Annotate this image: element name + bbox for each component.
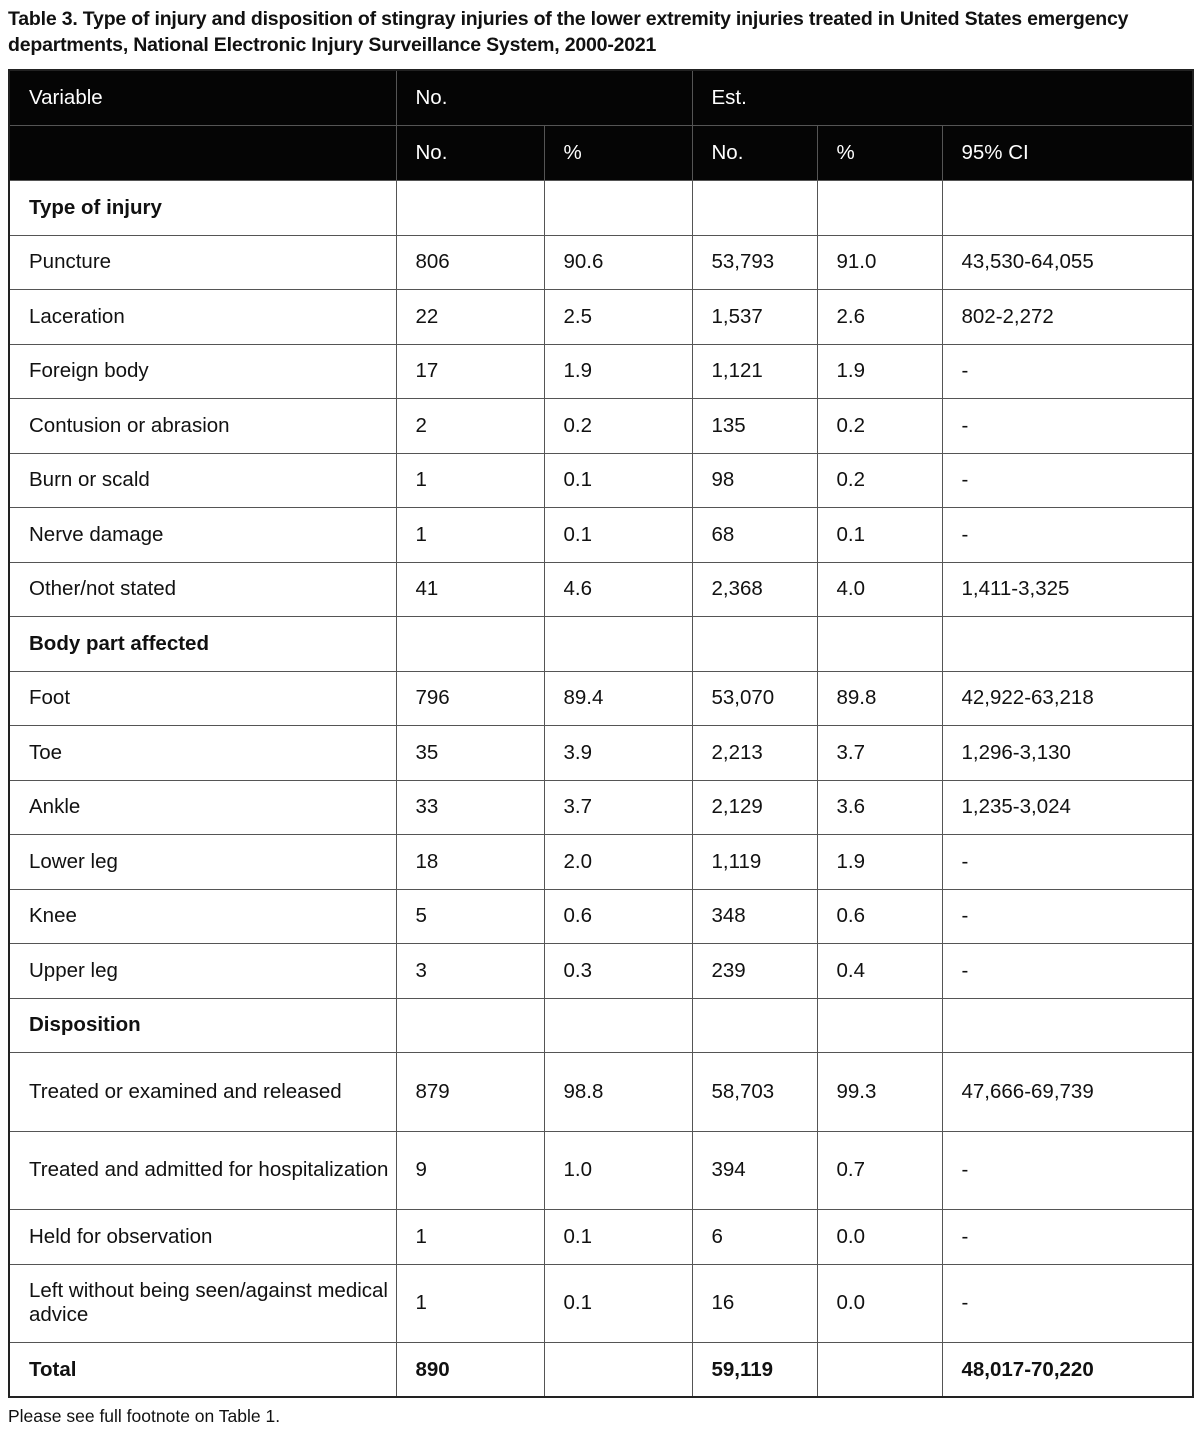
row-label: Ankle	[9, 780, 396, 835]
cell-ci: -	[942, 399, 1193, 454]
cell-ci: -	[942, 1264, 1193, 1343]
header-est-pct: %	[817, 126, 942, 181]
row-label: Held for observation	[9, 1210, 396, 1265]
table-body	[9, 181, 1193, 1398]
cell-pct: 4.6	[544, 562, 692, 617]
section-row	[9, 617, 1193, 672]
cell-pct: 0.1	[544, 1210, 692, 1265]
cell-no: 1	[396, 1210, 544, 1265]
table-row	[9, 835, 1193, 890]
cell-ci: 1,235-3,024	[942, 780, 1193, 835]
cell-est-no: 135	[692, 399, 817, 454]
header-no-group: No.	[396, 70, 692, 126]
cell-ci: -	[942, 835, 1193, 890]
row-label: Other/not stated	[9, 562, 396, 617]
cell-no: 35	[396, 726, 544, 781]
empty-cell	[544, 617, 692, 672]
cell-ci: -	[942, 889, 1193, 944]
cell-no: 1	[396, 453, 544, 508]
cell-pct: 2.0	[544, 835, 692, 890]
cell-est-no: 16	[692, 1264, 817, 1343]
cell-no: 1	[396, 508, 544, 563]
cell-ci: 1,296-3,130	[942, 726, 1193, 781]
header-variable-sub	[9, 126, 396, 181]
cell-ci: 47,666-69,739	[942, 1053, 1193, 1132]
table-row	[9, 290, 1193, 345]
cell-pct: 89.4	[544, 671, 692, 726]
cell-no: 1	[396, 1264, 544, 1343]
cell-est-pct: 0.7	[817, 1131, 942, 1210]
cell-ci: -	[942, 1210, 1193, 1265]
cell-pct: 2.5	[544, 290, 692, 345]
cell-est-pct: 3.7	[817, 726, 942, 781]
cell-est-no: 1,537	[692, 290, 817, 345]
total-row	[9, 1343, 1193, 1398]
cell-est-no: 6	[692, 1210, 817, 1265]
cell-est-pct: 0.0	[817, 1264, 942, 1343]
table-row	[9, 1131, 1193, 1210]
total-pct	[544, 1343, 692, 1398]
cell-no: 796	[396, 671, 544, 726]
cell-est-pct: 0.2	[817, 453, 942, 508]
cell-est-no: 53,793	[692, 235, 817, 290]
table-row	[9, 1210, 1193, 1265]
row-label: Treated and admitted for hospitalization	[9, 1131, 396, 1210]
table-row	[9, 1053, 1193, 1132]
cell-est-no: 348	[692, 889, 817, 944]
cell-est-no: 239	[692, 944, 817, 999]
table-row	[9, 344, 1193, 399]
header-est-no: No.	[692, 126, 817, 181]
cell-pct: 3.7	[544, 780, 692, 835]
empty-cell	[544, 181, 692, 236]
table-row	[9, 889, 1193, 944]
cell-pct: 0.6	[544, 889, 692, 944]
cell-ci: 1,411-3,325	[942, 562, 1193, 617]
cell-no: 5	[396, 889, 544, 944]
injury-table	[8, 69, 1194, 1398]
cell-est-pct: 0.4	[817, 944, 942, 999]
table-row	[9, 508, 1193, 563]
total-label: Total	[9, 1343, 396, 1398]
header-variable: Variable	[9, 70, 396, 126]
cell-no: 41	[396, 562, 544, 617]
footnote: Please see full footnote on Table 1.	[8, 1406, 281, 1426]
row-label: Knee	[9, 889, 396, 944]
cell-pct: 0.3	[544, 944, 692, 999]
cell-pct: 3.9	[544, 726, 692, 781]
empty-cell	[692, 181, 817, 236]
cell-est-no: 98	[692, 453, 817, 508]
cell-ci: 802-2,272	[942, 290, 1193, 345]
cell-est-pct: 0.1	[817, 508, 942, 563]
cell-pct: 0.1	[544, 1264, 692, 1343]
empty-cell	[692, 998, 817, 1053]
cell-est-pct: 3.6	[817, 780, 942, 835]
row-label: Laceration	[9, 290, 396, 345]
header-ci: 95% CI	[942, 126, 1193, 181]
cell-est-no: 53,070	[692, 671, 817, 726]
cell-ci: -	[942, 1131, 1193, 1210]
table-header	[9, 70, 1193, 181]
cell-est-no: 58,703	[692, 1053, 817, 1132]
table-row	[9, 399, 1193, 454]
cell-est-pct: 1.9	[817, 344, 942, 399]
empty-cell	[544, 998, 692, 1053]
cell-est-pct: 0.2	[817, 399, 942, 454]
row-label: Puncture	[9, 235, 396, 290]
cell-ci: -	[942, 508, 1193, 563]
cell-pct: 1.0	[544, 1131, 692, 1210]
cell-est-pct: 0.0	[817, 1210, 942, 1265]
cell-pct: 90.6	[544, 235, 692, 290]
cell-no: 33	[396, 780, 544, 835]
cell-est-pct: 99.3	[817, 1053, 942, 1132]
row-label: Nerve damage	[9, 508, 396, 563]
row-label: Lower leg	[9, 835, 396, 890]
empty-cell	[942, 617, 1193, 672]
empty-cell	[817, 181, 942, 236]
section-row	[9, 181, 1193, 236]
section-title: Disposition	[9, 998, 396, 1053]
cell-est-no: 1,121	[692, 344, 817, 399]
header-row-groups	[9, 70, 1193, 126]
table-caption: Table 3. Type of injury and disposition of stingray injuries of the lower extremity injuries treated in United States emergency departments, National Electronic Injury Surveillance System, 2000-2021	[8, 8, 1129, 56]
table-row	[9, 235, 1193, 290]
empty-cell	[396, 998, 544, 1053]
header-pct: %	[544, 126, 692, 181]
cell-est-no: 2,213	[692, 726, 817, 781]
empty-cell	[396, 617, 544, 672]
cell-ci: -	[942, 453, 1193, 508]
row-label: Foreign body	[9, 344, 396, 399]
row-label: Burn or scald	[9, 453, 396, 508]
row-label: Foot	[9, 671, 396, 726]
empty-cell	[817, 617, 942, 672]
cell-no: 22	[396, 290, 544, 345]
cell-no: 879	[396, 1053, 544, 1132]
empty-cell	[817, 998, 942, 1053]
table-row	[9, 726, 1193, 781]
row-label: Upper leg	[9, 944, 396, 999]
cell-est-no: 394	[692, 1131, 817, 1210]
cell-no: 17	[396, 344, 544, 399]
header-est-group: Est.	[692, 70, 1193, 126]
cell-est-no: 2,368	[692, 562, 817, 617]
cell-ci: -	[942, 344, 1193, 399]
cell-no: 3	[396, 944, 544, 999]
empty-cell	[942, 181, 1193, 236]
empty-cell	[396, 181, 544, 236]
section-title: Body part affected	[9, 617, 396, 672]
cell-est-pct: 2.6	[817, 290, 942, 345]
cell-ci: 43,530-64,055	[942, 235, 1193, 290]
cell-ci: -	[942, 944, 1193, 999]
table-row	[9, 671, 1193, 726]
cell-no: 806	[396, 235, 544, 290]
cell-est-no: 68	[692, 508, 817, 563]
empty-cell	[942, 998, 1193, 1053]
table-row	[9, 1264, 1193, 1343]
cell-no: 9	[396, 1131, 544, 1210]
cell-est-no: 1,119	[692, 835, 817, 890]
cell-no: 18	[396, 835, 544, 890]
section-title: Type of injury	[9, 181, 396, 236]
total-ci: 48,017-70,220	[942, 1343, 1193, 1398]
cell-est-no: 2,129	[692, 780, 817, 835]
cell-est-pct: 91.0	[817, 235, 942, 290]
cell-pct: 0.1	[544, 453, 692, 508]
cell-pct: 98.8	[544, 1053, 692, 1132]
cell-pct: 1.9	[544, 344, 692, 399]
table-row	[9, 780, 1193, 835]
row-label: Treated or examined and released	[9, 1053, 396, 1132]
row-label: Left without being seen/against medical advice	[9, 1264, 396, 1343]
row-label: Contusion or abrasion	[9, 399, 396, 454]
table-row	[9, 944, 1193, 999]
cell-no: 2	[396, 399, 544, 454]
table-row	[9, 562, 1193, 617]
total-est-no: 59,119	[692, 1343, 817, 1398]
cell-ci: 42,922-63,218	[942, 671, 1193, 726]
empty-cell	[692, 617, 817, 672]
header-row-columns	[9, 126, 1193, 181]
header-no: No.	[396, 126, 544, 181]
table-row	[9, 453, 1193, 508]
cell-est-pct: 0.6	[817, 889, 942, 944]
total-est-pct	[817, 1343, 942, 1398]
cell-est-pct: 1.9	[817, 835, 942, 890]
cell-est-pct: 4.0	[817, 562, 942, 617]
row-label: Toe	[9, 726, 396, 781]
cell-pct: 0.1	[544, 508, 692, 563]
cell-est-pct: 89.8	[817, 671, 942, 726]
section-row	[9, 998, 1193, 1053]
total-no: 890	[396, 1343, 544, 1398]
cell-pct: 0.2	[544, 399, 692, 454]
